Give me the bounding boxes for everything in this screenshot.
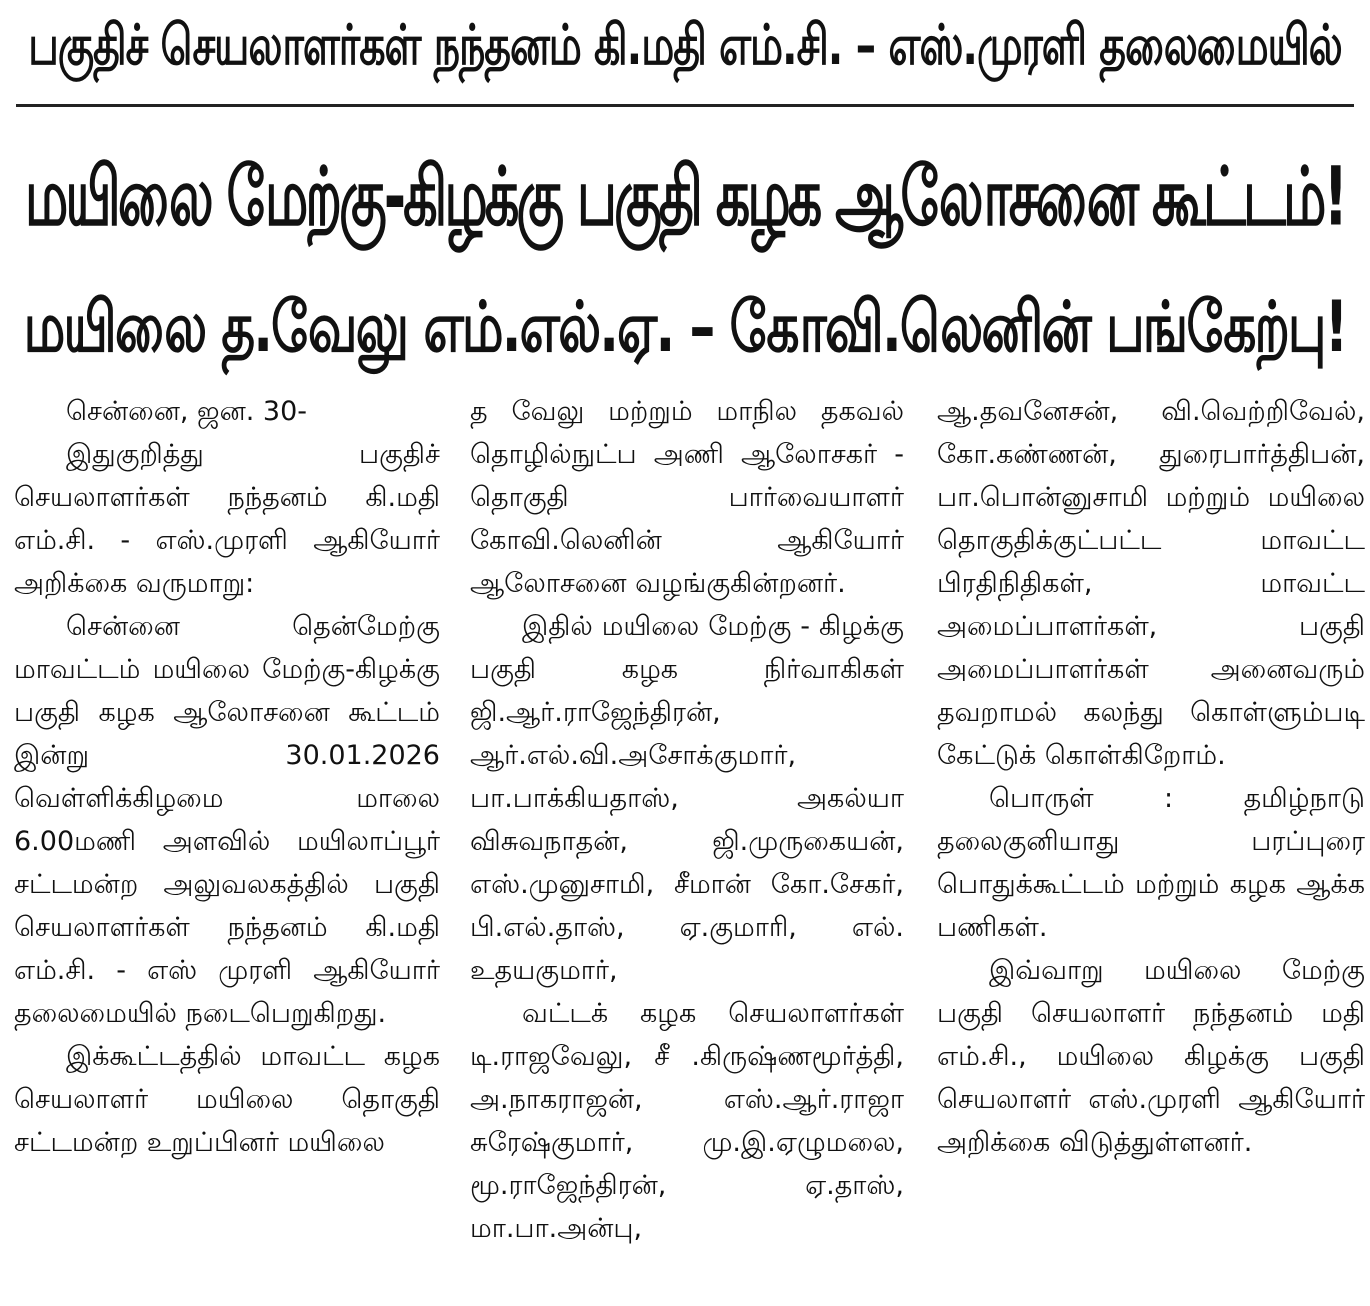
headline: மயிலை மேற்கு-கிழக்கு பகுதி கழக ஆலோசனை கூட்டம்! bbox=[24, 148, 1346, 244]
kicker-line: பகுதிச் செயலாளர்கள் நந்தனம் கி.மதி எம்.சி. – எஸ்.முரளி தலைமையில் bbox=[28, 12, 1342, 78]
subheadline: மயிலை த.வேலு எம்.எல்.ஏ. – கோவி.லெனின் பங்கேற்பு! bbox=[23, 286, 1347, 368]
article-column-2 bbox=[470, 390, 904, 1306]
paragraph: இவ்வாறு மயிலை மேற்கு பகுதி செயலாளர் நந்தனம் மதி எம்.சி., மயிலை கிழக்கு பகுதி செயலாளர் எஸ்.முரளி ஆகியோர் அறிக்கை விடுத்துள்ளனர். bbox=[937, 955, 1365, 1158]
paragraph: வட்டக் கழக செயலாளர்கள் டி.ராஜவேலு, சீ .கிருஷ்ணமூர்த்தி, அ.நாகராஜன், எஸ்.ஆர்.ராஜா சுரேஷ்குமார், மு.இ.ஏழுமலை, மூ.ராஜேந்திரன், ஏ.தாஸ், மா.பா.அன்பு, bbox=[470, 998, 904, 1244]
paragraph: ஆ.தவனேசன், வி.வெற்றிவேல், கோ.கண்ணன், துரைபார்த்திபன், பா.பொன்னுசாமி மற்றும் மயிலை தொகுதிக்குட்பட்ட மாவட்ட பிரதிநிதிகள், மாவட்ட அமைப்பாளர்கள், பகுதி அமைப்பாளர்கள் அனைவரும் தவறாமல் கலந்து கொள்ளும்படி கேட்டுக் கொள்கிறோம். bbox=[937, 396, 1365, 771]
paragraph: த வேலு மற்றும் மாநில தகவல் தொழில்நுட்ப அணி ஆலோசகர் - தொகுதி பார்வையாளர் கோவி.லெனின் ஆகியோர் ஆலோசனை வழங்குகின்றனர். bbox=[470, 396, 904, 599]
paragraph: இக்கூட்டத்தில் மாவட்ட கழக செயலாளர் மயிலை தொகுதி சட்டமன்ற உறுப்பினர் மயிலை bbox=[14, 1041, 440, 1158]
article-column-1 bbox=[14, 390, 440, 1306]
paragraph: சென்னை தென்மேற்கு மாவட்டம் மயிலை மேற்கு-கிழக்கு பகுதி கழக ஆலோசனை கூட்டம் இன்று 30.01.2026 வெள்ளிக்கிழமை மாலை 6.00மணி அளவில் மயிலாப்பூர் சட்டமன்ற அலுவலகத்தில் பகுதி செயலாளர்கள் நந்தனம் கி.மதி எம்.சி. - எஸ் முரளி ஆகியோர் தலைமையில் நடைபெறுகிறது. bbox=[14, 611, 440, 1029]
article-column-3 bbox=[937, 390, 1365, 1306]
paragraph: பொருள் : தமிழ்நாடு தலைகுனியாது பரப்புரை பொதுக்கூட்டம் மற்றும் கழக ஆக்க பணிகள். bbox=[937, 783, 1365, 943]
paragraph: இதுகுறித்து பகுதிச் செயலாளர்கள் நந்தனம் கி.மதி எம்.சி. - எஸ்.முரளி ஆகியோர் அறிக்கை வருமாறு: bbox=[14, 439, 440, 599]
dateline: சென்னை, ஜன. 30- bbox=[66, 396, 308, 427]
paragraph: இதில் மயிலை மேற்கு - கிழக்கு பகுதி கழக நிர்வாகிகள் ஜி.ஆர்.ராஜேந்திரன், ஆர்.எல்.வி.அசோக்குமார், பா.பாக்கியதாஸ், அகல்யா விசுவநாதன், ஜி.முருகையன், எஸ்.முனுசாமி, சீமான் கோ.சேகர், பி.எல்.தாஸ், ஏ.குமாரி, எல். உதயகுமார், bbox=[470, 611, 904, 986]
